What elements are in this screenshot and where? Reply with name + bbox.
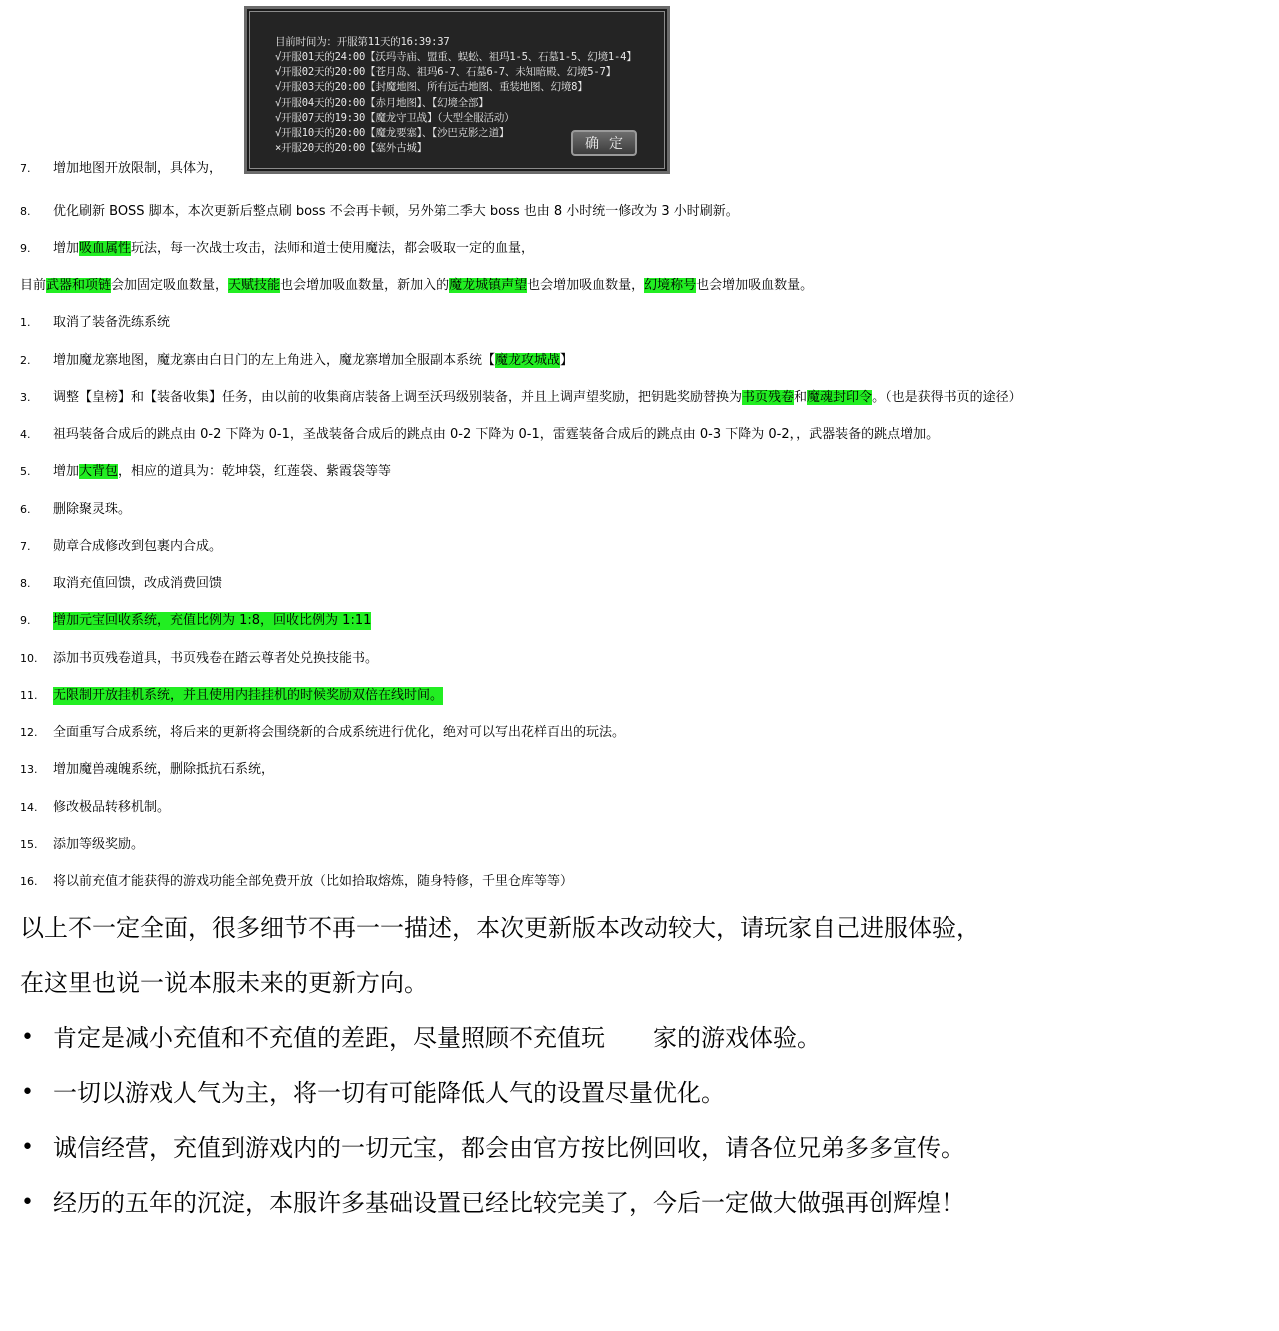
highlight: 武器和项链 <box>46 278 112 293</box>
dialog-schedule-line: √开服10天的20:00【魔龙要塞】、【沙巴克影之道】 <box>275 127 510 139</box>
dialog-schedule-line: √开服01天的24:00【沃玛寺庙、盟重、蜈蚣、祖玛1-5、石墓1-5、幻境1-4】 <box>275 51 637 63</box>
item-number: 7. <box>20 162 31 175</box>
item-number: 10. <box>20 652 38 665</box>
text-segment: 。（也是获得书页的途径） <box>872 390 1022 405</box>
highlight: 无限制开放挂机系统，并且使用内挂挂机的时候奖励双倍在线时间。 <box>53 688 444 703</box>
text-segment: 也会增加吸血数量， <box>527 278 645 293</box>
item-text: 添加等级奖励。 <box>53 837 145 852</box>
highlight: 幻境称号 <box>644 278 697 293</box>
item-text <box>53 352 573 370</box>
highlight: 魔龙城镇声望 <box>449 278 528 293</box>
item-number: 15. <box>20 838 38 851</box>
item-number: 4. <box>20 428 31 441</box>
dialog-time-line: 目前时间为：开服第11天的16:39:37 <box>275 36 450 48</box>
highlight: 增加元宝回收系统，充值比例为 1:8，回收比例为 1:11 <box>53 613 372 628</box>
dialog-schedule-line: √开服04天的20:00【赤月地图】、【幻境全部】 <box>275 97 489 109</box>
item-text: 祖玛装备合成后的跳点由 0-2 下降为 0-1，圣战装备合成后的跳点由 0-2 下降为 0-1，雷霆装备合成后的跳点由 0-3 下降为 0-2，，武器装备的跳点增加。 <box>53 427 940 442</box>
item-number: 16. <box>20 875 38 888</box>
text-segment: 】 <box>560 353 574 368</box>
confirm-button[interactable]: 确定 <box>571 130 637 156</box>
text-segment: 和 <box>794 390 808 405</box>
highlight: 天赋技能 <box>228 278 281 293</box>
item-text <box>53 463 391 481</box>
bullet-text: 肯定是减小充值和不充值的差距，尽量照顾不充值玩 家的游戏体验。 <box>53 1024 821 1052</box>
item-number: 8. <box>20 205 31 218</box>
text-segment: 也会增加吸血数量。 <box>696 278 814 293</box>
item-number: 8. <box>20 577 31 590</box>
item-text <box>53 389 1022 407</box>
item-text: 取消充值回馈，改成消费回馈 <box>53 576 223 591</box>
bullet-dot-icon: • <box>21 1025 34 1050</box>
text-segment: 也会增加吸血数量，新加入的 <box>280 278 450 293</box>
highlight: 书页残卷 <box>742 390 795 405</box>
highlight: 吸血属性 <box>79 241 132 256</box>
highlight: 大背包 <box>79 464 119 479</box>
item-number: 14. <box>20 801 38 814</box>
item-text: 删除聚灵珠。 <box>53 502 132 517</box>
text-segment: 调整【皇榜】和【装备收集】任务，由以前的收集商店装备上调至沃玛级别装备，并且上调声望奖励，把钥匙奖励替换为 <box>53 390 743 405</box>
item-number: 12. <box>20 726 38 739</box>
item-text: 全面重写合成系统，将后来的更新将会围绕新的合成系统进行优化，绝对可以写出花样百出的玩法。 <box>53 725 626 740</box>
text-segment: 会加固定吸血数量， <box>111 278 229 293</box>
item-number: 11. <box>20 689 38 702</box>
dialog-schedule-line: √开服02天的20:00【苍月岛、祖玛6-7、石墓6-7、未知暗殿、幻境5-7】 <box>275 66 616 78</box>
item-number: 5. <box>20 465 31 478</box>
item-number: 3. <box>20 391 31 404</box>
item-text: 修改极品转移机制。 <box>53 800 171 815</box>
item-text: 将以前充值才能获得的游戏功能全部免费开放（比如拾取熔炼，随身特修，千里仓库等等） <box>53 874 574 889</box>
item-text: 增加地图开放限制，具体为， <box>53 161 223 176</box>
dialog-schedule-line: √开服03天的20:00【封魔地图、所有远古地图、重装地图、幻境8】 <box>275 81 588 93</box>
item-number: 7. <box>20 540 31 553</box>
text-segment: 增加 <box>53 464 80 479</box>
item-text: 增加魔兽魂魄系统，删除抵抗石系统， <box>53 762 275 777</box>
bullet-text: 一切以游戏人气为主，将一切有可能降低人气的设置尽量优化。 <box>53 1079 725 1107</box>
item-text: 勋章合成修改到包裹内合成。 <box>53 539 223 554</box>
bullet-dot-icon: • <box>21 1080 34 1105</box>
text-segment: 增加魔龙寨地图，魔龙寨由白日门的左上角进入，魔龙寨增加全服副本系统【 <box>53 353 496 368</box>
map-schedule-dialog <box>244 6 670 174</box>
bullet-text: 经历的五年的沉淀，本服许多基础设置已经比较完美了，今后一定做大做强再创辉煌！ <box>53 1189 965 1217</box>
text-segment: 增加 <box>53 241 80 256</box>
highlight: 魔魂封印令 <box>807 390 873 405</box>
bullet-text: 诚信经营，充值到游戏内的一切元宝，都会由官方按比例回收，请各位兄弟多多宣传。 <box>53 1134 965 1162</box>
item-number: 1. <box>20 316 31 329</box>
item-number: 6. <box>20 503 31 516</box>
text-segment: ，相应的道具为：乾坤袋，红莲袋、紫霞袋等等 <box>118 464 392 479</box>
text-segment: 玩法，每一次战士攻击，法师和道士使用魔法，都会吸取一定的血量， <box>131 241 535 256</box>
item-number: 2. <box>20 354 31 367</box>
dialog-schedule-line: ×开服20天的20:00【塞外古城】 <box>275 142 427 154</box>
summary-line: 以上不一定全面，很多细节不再一一描述，本次更新版本改动较大，请玩家自己进服体验， <box>20 914 980 942</box>
text-segment: 目前 <box>20 278 47 293</box>
highlight: 魔龙攻城战 <box>495 353 561 368</box>
item-number: 9. <box>20 242 31 255</box>
bullet-dot-icon: • <box>21 1135 34 1160</box>
item-text <box>53 240 534 258</box>
item-text: 添加书页残卷道具，书页残卷在踏云尊者处兑换技能书。 <box>53 651 379 666</box>
item-number: 9. <box>20 614 31 627</box>
dialog-schedule-line: √开服07天的19:30【魔龙守卫战】（大型全服活动） <box>275 112 515 124</box>
bullet-dot-icon: • <box>21 1190 34 1215</box>
item-text: 取消了装备洗练系统 <box>53 315 171 330</box>
item-text: 优化刷新 BOSS 脚本，本次更新后整点刷 boss 不会再卡顿，另外第二季大 boss 也由 8 小时统一修改为 3 小时刷新。 <box>53 204 739 219</box>
summary-line: 在这里也说一说本服未来的更新方向。 <box>20 969 428 997</box>
lifesteal-paragraph <box>20 277 813 295</box>
item-number: 13. <box>20 763 38 776</box>
